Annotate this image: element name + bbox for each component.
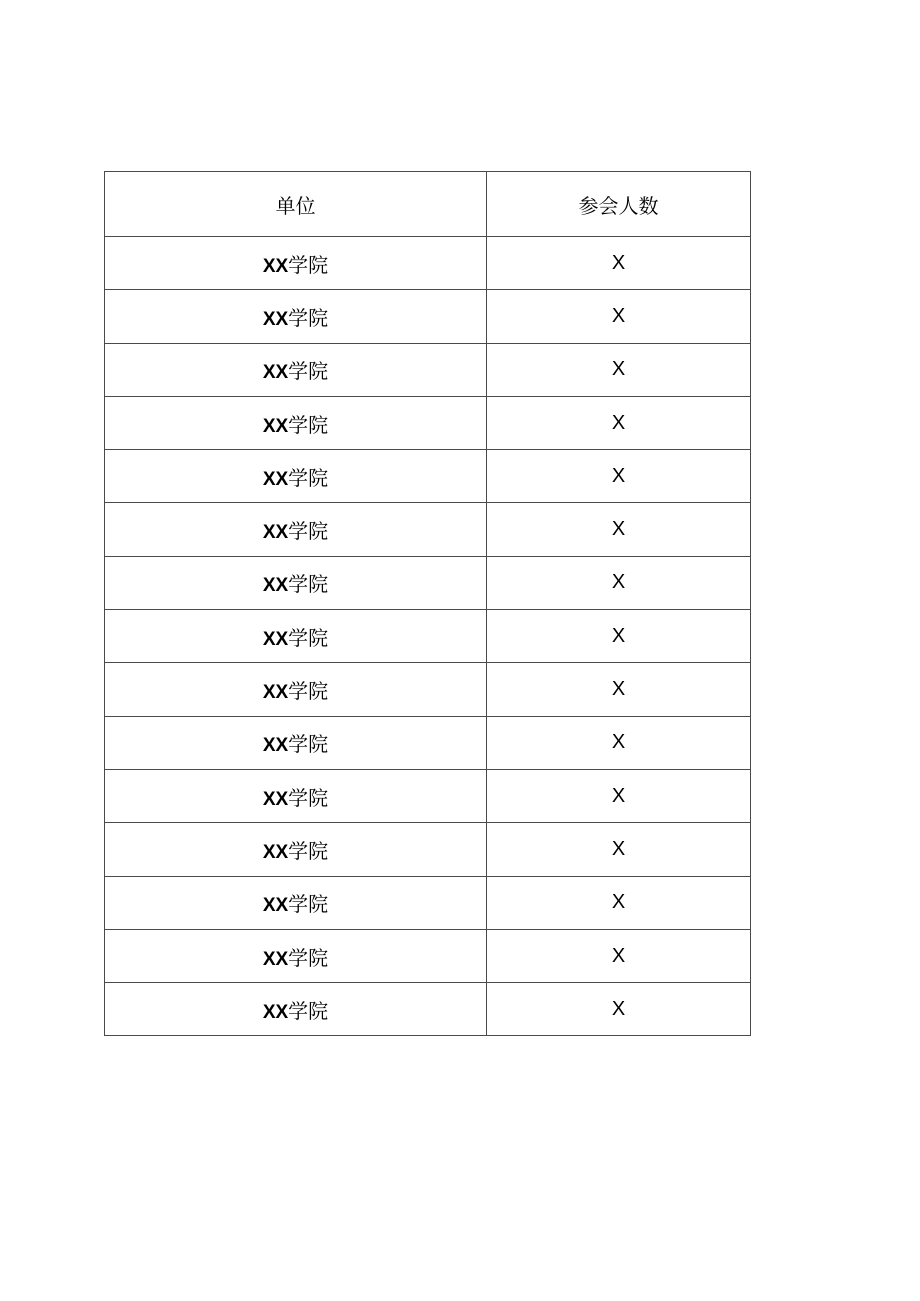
unit-code: XX bbox=[262, 362, 289, 384]
count-cell: X bbox=[487, 450, 751, 503]
count-cell: X bbox=[487, 716, 751, 769]
unit-code: XX bbox=[262, 735, 289, 757]
count-cell: X bbox=[487, 663, 751, 716]
unit-cell bbox=[105, 290, 487, 343]
header-count: 参会人数 bbox=[487, 172, 751, 237]
unit-cell bbox=[105, 929, 487, 982]
unit-cell bbox=[105, 237, 487, 290]
table-row bbox=[105, 823, 751, 876]
unit-cell bbox=[105, 396, 487, 449]
unit-cell bbox=[105, 610, 487, 663]
count-cell: X bbox=[487, 237, 751, 290]
table-header bbox=[105, 172, 751, 237]
unit-name: 学院 bbox=[288, 572, 329, 597]
count-cell: X bbox=[487, 290, 751, 343]
unit-cell bbox=[105, 716, 487, 769]
unit-code: XX bbox=[262, 468, 289, 490]
table-row bbox=[105, 237, 751, 290]
table-row bbox=[105, 876, 751, 929]
unit-name: 学院 bbox=[288, 785, 329, 810]
unit-cell bbox=[105, 503, 487, 556]
table-row bbox=[105, 450, 751, 503]
unit-cell bbox=[105, 983, 487, 1036]
table-row bbox=[105, 716, 751, 769]
unit-code: XX bbox=[262, 575, 289, 597]
unit-code: XX bbox=[262, 1001, 289, 1023]
count-cell: X bbox=[487, 769, 751, 822]
unit-name: 学院 bbox=[288, 679, 329, 704]
count-cell: X bbox=[487, 396, 751, 449]
unit-code: XX bbox=[262, 522, 289, 544]
unit-code: XX bbox=[262, 682, 289, 704]
count-cell: X bbox=[487, 343, 751, 396]
count-cell: X bbox=[487, 983, 751, 1036]
header-row bbox=[105, 172, 751, 237]
unit-name: 学院 bbox=[288, 838, 329, 863]
table-row bbox=[105, 983, 751, 1036]
table-row bbox=[105, 610, 751, 663]
header-unit: 单位 bbox=[105, 172, 487, 237]
attendance-table bbox=[104, 171, 751, 1036]
count-cell: X bbox=[487, 823, 751, 876]
unit-cell bbox=[105, 876, 487, 929]
unit-code: XX bbox=[262, 255, 289, 277]
count-cell: X bbox=[487, 503, 751, 556]
count-cell: X bbox=[487, 610, 751, 663]
table-body bbox=[105, 237, 751, 1036]
count-cell: X bbox=[487, 556, 751, 609]
unit-name: 学院 bbox=[288, 465, 329, 490]
table-row bbox=[105, 929, 751, 982]
unit-cell bbox=[105, 663, 487, 716]
unit-name: 学院 bbox=[288, 945, 329, 970]
table-row bbox=[105, 503, 751, 556]
table-row bbox=[105, 769, 751, 822]
unit-cell bbox=[105, 823, 487, 876]
table-row bbox=[105, 396, 751, 449]
unit-name: 学院 bbox=[288, 412, 329, 437]
unit-cell bbox=[105, 450, 487, 503]
unit-name: 学院 bbox=[288, 892, 329, 917]
unit-code: XX bbox=[262, 895, 289, 917]
unit-code: XX bbox=[262, 841, 289, 863]
unit-name: 学院 bbox=[288, 519, 329, 544]
unit-code: XX bbox=[262, 788, 289, 810]
count-cell: X bbox=[487, 876, 751, 929]
unit-cell bbox=[105, 556, 487, 609]
unit-cell bbox=[105, 769, 487, 822]
table-row bbox=[105, 343, 751, 396]
unit-name: 学院 bbox=[288, 998, 329, 1023]
unit-name: 学院 bbox=[288, 732, 329, 757]
unit-name: 学院 bbox=[288, 252, 329, 277]
unit-code: XX bbox=[262, 415, 289, 437]
table-row bbox=[105, 663, 751, 716]
count-cell: X bbox=[487, 929, 751, 982]
unit-code: XX bbox=[262, 308, 289, 330]
table-row bbox=[105, 556, 751, 609]
unit-code: XX bbox=[262, 948, 289, 970]
unit-cell bbox=[105, 343, 487, 396]
table-row bbox=[105, 290, 751, 343]
unit-name: 学院 bbox=[288, 625, 329, 650]
unit-name: 学院 bbox=[288, 359, 329, 384]
unit-code: XX bbox=[262, 628, 289, 650]
unit-name: 学院 bbox=[288, 305, 329, 330]
